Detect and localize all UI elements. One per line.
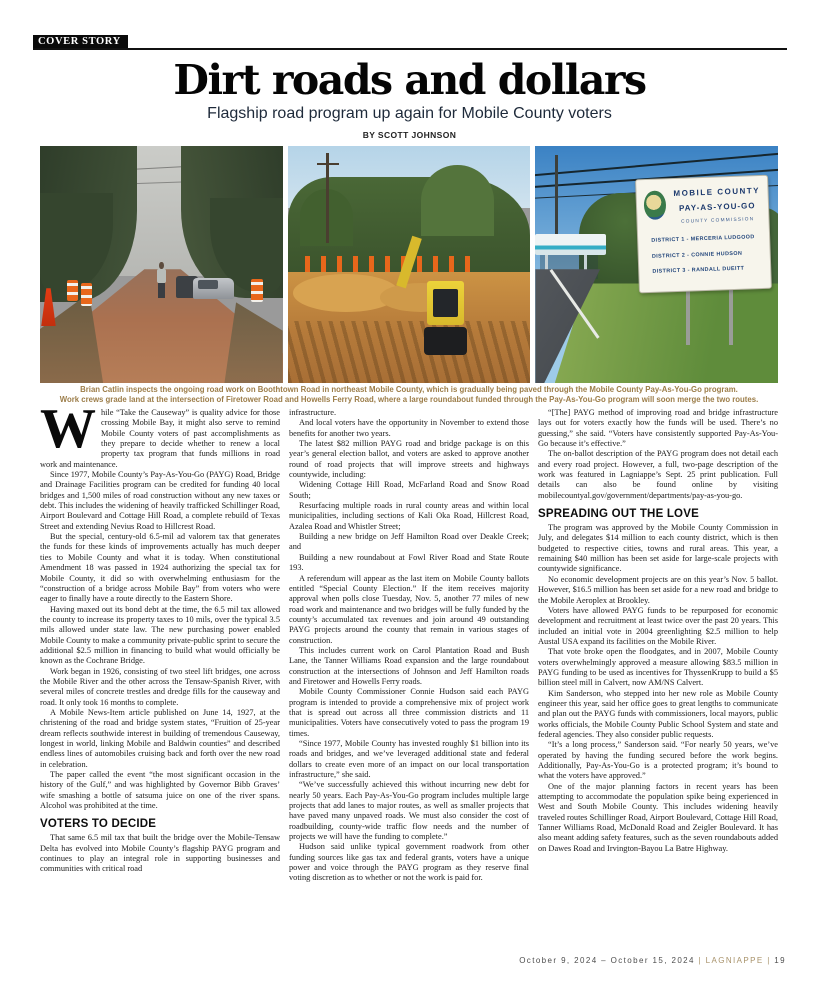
byline: BY SCOTT JOHNSON: [362, 130, 457, 140]
paragraph: “Since 1977, Mobile County has invested roughly $1 billion into its roads and bridges, and we’ve leveraged additional state and federal dollars to create even more of an impact on our local transportation infrastructure,” she said.: [289, 739, 529, 780]
photo-payg-sign: [535, 146, 778, 383]
paragraph: A referendum will appear as the last item on Mobile County ballots entitled “Special County Election.” If the item receives majority approval when polls close Tuesday, Nov. 5, another 77 miles of new road work and maintenance and two bridges will be fully funded by the county’s accumulated tax revenues and join around 49 outstanding PAYG projects around the county that remain in various stages of construction.: [289, 573, 529, 645]
sign-district-1: DISTRICT 1 - MERCERIA LUDGOOD: [651, 234, 756, 244]
tree: [421, 165, 494, 236]
footer-date-range: October 9, 2024 – October 15, 2024: [519, 956, 695, 965]
track-loader: [424, 281, 468, 357]
person-torso: [157, 269, 166, 284]
paragraph: The on-ballot description of the PAYG program does not detail each and every road project. However, a full, two-page description of the work was featured in Lagniappe’s Sept. 25 print publication. Full details can also be found online by visiting mobilecountyal.gov/government/departments/pay-as-you-go.: [538, 449, 778, 500]
section-heading: SPREADING OUT THE LOVE: [538, 508, 699, 521]
paragraph: Work began in 1926, consisting of two steel lift bridges, one across the Mobile River and the other across the Tensaw-Spanish River, with several miles of concrete trestles and dredge fills for the causeway and road. It only took 16 months to complete.: [40, 666, 280, 707]
subtitle: Flagship road program up again for Mobile County voters: [207, 105, 612, 122]
paragraph: No economic development projects are on this year’s Nov. 5 ballot. However, $16.5 million has been set aside for a new road and bridge to the Mobile Aeroplex at Brookley.: [538, 574, 778, 605]
sign-district-2: DISTRICT 2 - CONNIE HUDSON: [652, 250, 743, 260]
paragraph: infrastructure.: [289, 408, 337, 417]
car-window: [198, 280, 219, 289]
paragraph: The program was approved by the Mobile County Commission in July, and delegates $14 million to each county district, which is then budgeted to respective cities, towns and rural areas. This year, a remaining $40 million has been set aside for large-scale projects with countywide significance.: [538, 523, 778, 574]
paragraph: Kim Sanderson, who stepped into her new role as Mobile County engineer this year, said her office goes to great lengths to communicate and plan out the PAYG funds with commissioners, local mayors, public works officials, the Mobile County Public School System and state and federal agencies. They also consider public requests.: [538, 688, 778, 739]
caption-line-2: Work crews grade land at the intersection of Firetower Road and Howells Ferry Road, where a large roundabout funded through the Pay-As-You-Go program will soon merge the two routes.: [59, 394, 759, 404]
track-marks: [288, 321, 531, 383]
paragraph: Since 1977, Mobile County’s Pay-As-You-Go (PAYG) Road, Bridge and Drainage Facilities program can be credited for funding 40 local bridges and 1,500 miles of road construction without any new taxes or debt. This includes the widening of heavily trafficked Schillinger Road, Airport Boulevard and Cottage Hill Road, a complete rebuild of Texas Street and extending Nevius Road to Hillcrest Road.: [40, 470, 280, 531]
paragraph: Hudson said unlike typical government roadwork from other funding sources like gas tax and federal grants, voters have a unique power and voice through the PAYG program as they reserve final voting discretion as to whether or not the work is paid for.: [289, 842, 529, 883]
paragraph: “It’s a long process,” Sanderson said. “For nearly 50 years, we’ve operated by having the funding secured before the work begins. Additionally, Pay-As-You-Go is a protected program; it’s bound to what the voters have approved.”: [538, 740, 778, 781]
drop-cap: W: [40, 408, 96, 460]
paragraph: Building a new roundabout at Fowl River Road and State Route 193.: [289, 552, 529, 573]
photo-dirt-road: [40, 146, 283, 383]
paragraph: That vote broke open the floodgates, and in 2007, Mobile County voters overwhelmingly approved a measure allowing $83.5 million in PAYG funding to be used as incentives for ThyssenKrupp to build a $5 billion steel mill in Calvert, now AM/NS Calvert.: [538, 647, 778, 688]
traffic-barrel-row: [305, 256, 480, 271]
footer-page-number: 19: [774, 956, 786, 965]
walking-person: [155, 262, 167, 298]
caption-line-1: Brian Catlin inspects the ongoing road work on Boothtown Road in northeast Mobile County, which is gradually being paved through the Mobile County Pay-As-You-Go program.: [80, 385, 738, 394]
county-seal-icon: [643, 190, 666, 220]
parked-car: [193, 278, 234, 299]
photo-strip: [40, 146, 778, 383]
county-commission-sign: [635, 175, 772, 293]
kicker-tag: COVER STORY: [33, 35, 128, 50]
paragraph: Building a new bridge on Jeff Hamilton Road over Deakle Creek; and: [289, 532, 529, 552]
sign-subtitle: COUNTY COMMISSION: [681, 217, 755, 225]
paragraph: While “Take the Causeway” is quality advice for those crossing Mobile Bay, it might also serve to remind Mobile County voters of past accomplishments as they prepare to decide whether to renew a local property tax program that funds millions in road work and maintenance.: [40, 408, 280, 469]
section-heading: VOTERS TO DECIDE: [40, 818, 157, 831]
gas-station-canopy: [535, 234, 605, 255]
footer-publication: LAGNIAPPE: [705, 956, 764, 965]
paragraph: The paper called the event “the most significant occasion in the history of the Gulf,” and was highlighted by Governor Bibb Graves’ wife smashing a bottle of satsuma juice on one of the river spans. Alcohol was prohibited at the time.: [40, 770, 280, 811]
photo-construction-site: [288, 146, 531, 383]
traffic-barrel: [81, 283, 92, 306]
article-column-3: [538, 408, 778, 974]
sign-district-3: DISTRICT 3 - RANDALL DUEITT: [652, 265, 745, 275]
footer-separator: |: [698, 956, 702, 965]
paragraph: Resurfacing multiple roads in rural county areas and within local municipalities, including sections of Kali Oka Road, Hillcrest Road, Azalea Road and Whistler Street;: [289, 501, 529, 531]
paragraph: Widening Cottage Hill Road, McFarland Road and Snow Road South;: [289, 480, 529, 500]
paragraph: That same 6.5 mil tax that built the bridge over the Mobile-Tensaw Delta has evolved into Mobile County’s flagship PAYG program and continues to play an integral role in supporting businesses and communities with critical road: [40, 833, 280, 874]
photo-caption: [40, 385, 778, 404]
paragraph: But the special, century-old 6.5-mil ad valorem tax that generates the funds for these kinds of improvements actually has much deeper ties to Mobile County and what it is today. When constitutional Amendment 18 was passed in 1924 authorizing the special tax for Mobile County, it did so with overwhelming enthusiasm for the “construction of a bridge across Mobile Bay” from voters who were eager to finally have a route directly to the Eastern Shore.: [40, 532, 280, 604]
paragraph: Having maxed out its bond debt at the time, the 6.5 mil tax allowed the county to increase its property taxes to 10 mils, over the typical 3.5 mils allowed under state law. The new purchasing power enabled Mobile County to make a community private-public sprint to secure the additional $2.5 million in financing to build what would officially be known as the Cochrane Bridge.: [40, 604, 280, 666]
paragraph: Voters have allowed PAYG funds to be repurposed for economic development and recruitment at least twice over the past 20 years. This included an initial vote in 2004 greenlighting $2.5 million to help Austal USA expand its facilities on the Mobile River.: [538, 605, 778, 646]
utility-pole: [326, 153, 329, 243]
sign-program-name: PAY-AS-YOU-GO: [679, 200, 756, 213]
article-column-1: [40, 408, 280, 974]
kicker-rule: [33, 48, 787, 50]
sign-post: [686, 283, 690, 345]
paragraph: The latest $82 million PAYG road and bridge package is on this year’s general election ballot, and voters are asked to approve another round of road projects that will improve streets and highways countywide, including:: [289, 439, 529, 480]
sign-title: MOBILE COUNTY: [673, 185, 761, 198]
paragraph: “We’ve successfully achieved this without incurring new debt for nearly 50 years. Each Pay-As-You-Go program includes multiple large projects that add lanes to major routes, as well as smaller projects that have paved many unpaved roads. We must also consider the cost of roadbuilding, county-wide traffic flow needs and the number of projects we will have the funding to complete.”: [289, 780, 529, 842]
page-title: Dirt roads and dollars: [173, 56, 646, 104]
article-body: [40, 408, 778, 974]
grass: [555, 283, 778, 383]
person-legs: [158, 283, 165, 298]
sign-post: [729, 283, 733, 345]
traffic-barrel: [67, 280, 78, 301]
traffic-barrel: [251, 279, 263, 303]
paragraph: Mobile County Commissioner Connie Hudson said each PAYG program is intended to provide a comprehensive mix of project work that is spread out across all three commission districts and 11 municipalities. Voters have consecutively voted to pass the program 19 times.: [289, 687, 529, 738]
utility-pole-crossarm: [317, 163, 339, 165]
loader-tracks: [424, 327, 468, 356]
paragraph: A Mobile News-Item article published on June 14, 1927, at the christening of the road and bridge system states, “Fruition of 25-year dream reflects southwide interest in building of tremendous Causeway, longest in world, linking Mobile and Baldwin counties” and described endless lines of automobiles cruising back and forth over the new road in celebration.: [40, 707, 280, 769]
paragraph: “[The] PAYG method of improving road and bridge infrastructure lays out for voters exactly how the funds will be used. There’s no guessing,” she said. “Voters have consistently supported Pay-As-You-Go because it’s effective.”: [538, 408, 778, 449]
paragraph: One of the major planning factors in recent years has been attempting to accommodate the population spike being experienced in West and South Mobile County. This includes widening heavily traveled routes Schillinger Road, Airport Boulevard, Cottage Hill Road, Tanner Williams Road, McDonald Road and Zeigler Boulevard. It has also meant adding safety features, such as the seven roundabouts added on Dawes Road and Irvington-Bayou La Batre Highway.: [538, 781, 778, 853]
paragraph: This includes current work on Carol Plantation Road and Bush Lane, the Tanner Williams Road expansion and the large roundabout construction at the intersections of Johnson and Jeff Hamilton roads and Firetower and Howells Ferry roads.: [289, 645, 529, 686]
loader-window: [433, 289, 457, 318]
article-column-2: [289, 408, 529, 974]
footer-separator: |: [767, 956, 771, 965]
paragraph: And local voters have the opportunity in November to extend those benefits for another two years.: [289, 418, 529, 438]
page-footer: [519, 956, 786, 965]
